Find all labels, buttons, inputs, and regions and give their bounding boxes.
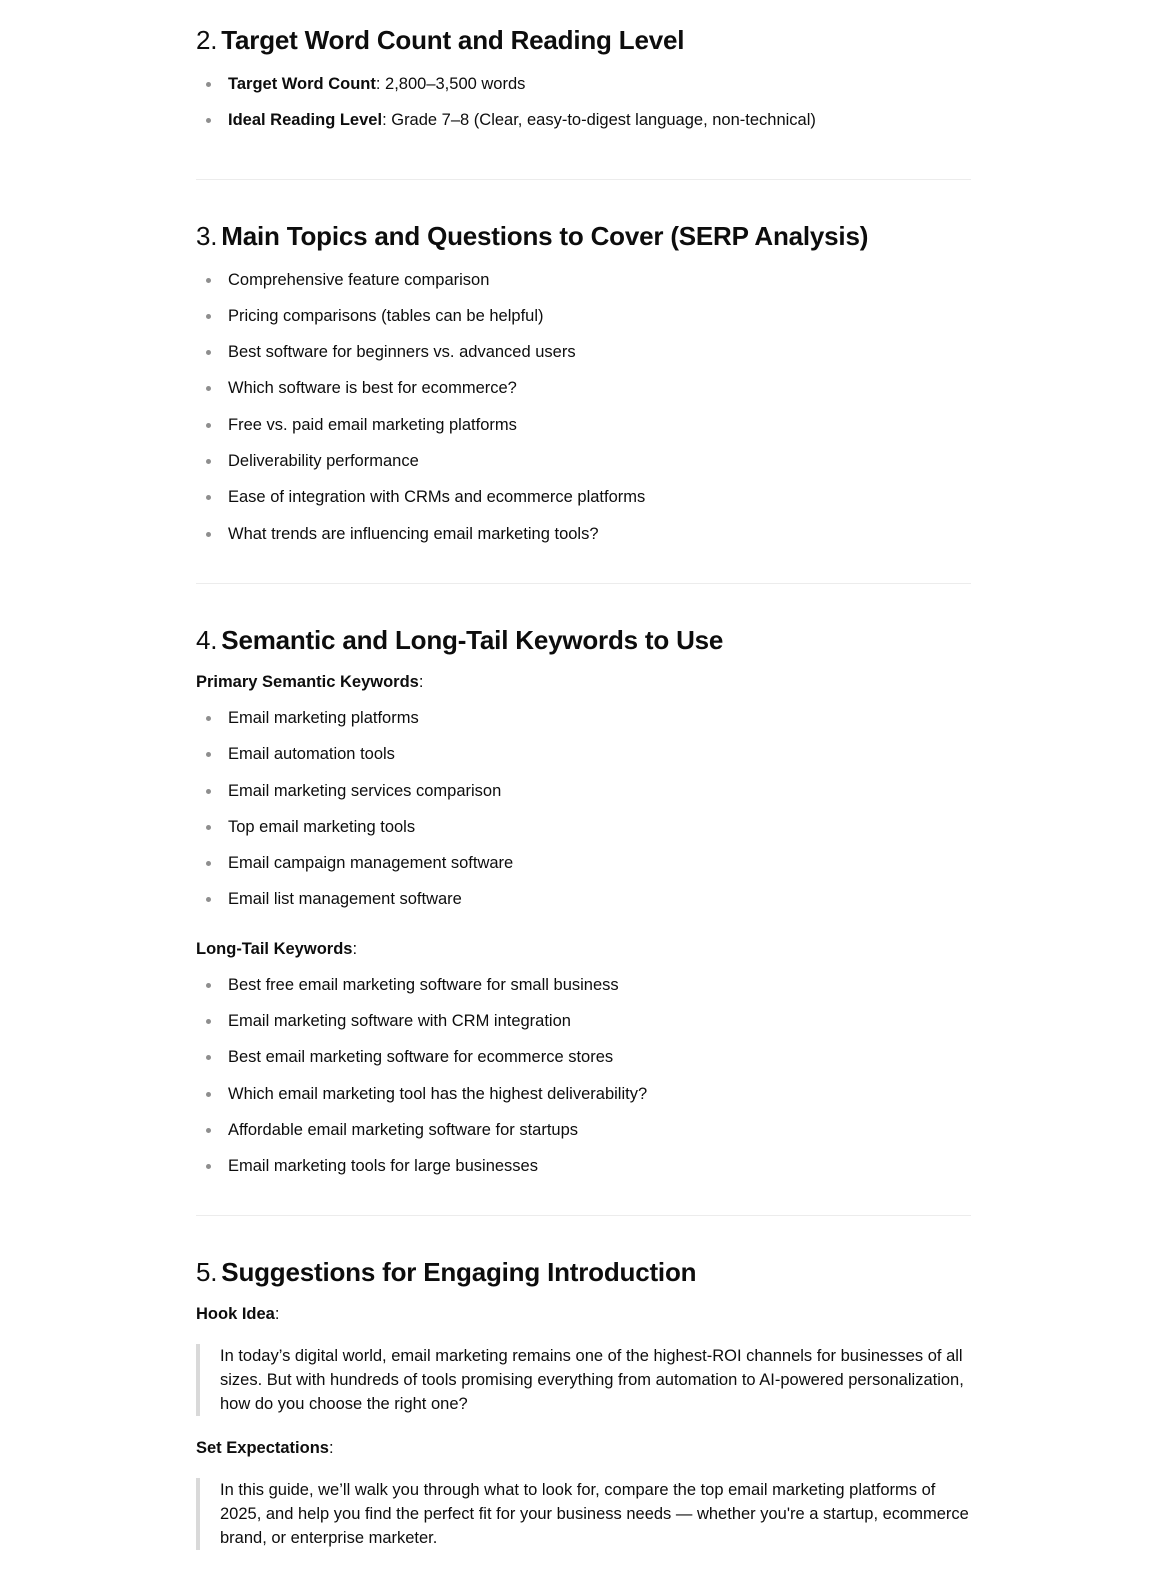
section-number: 5. xyxy=(196,1256,218,1287)
list-item: Comprehensive feature comparison xyxy=(196,262,971,298)
section-number: 2. xyxy=(196,25,218,55)
label-text: Primary Semantic Keywords xyxy=(196,672,419,691)
label-colon: : xyxy=(274,1304,280,1323)
list-item: Pricing comparisons (tables can be helpful) xyxy=(196,298,971,334)
section-title: Semantic and Long-Tail Keywords to Use xyxy=(221,624,724,655)
label-colon: : xyxy=(352,939,358,958)
list-item: Affordable email marketing software for startups xyxy=(196,1112,971,1148)
label-text: Long-Tail Keywords xyxy=(196,939,353,958)
divider xyxy=(196,179,971,180)
section-3-heading xyxy=(196,218,971,254)
list-item: Which software is best for ecommerce? xyxy=(196,370,971,406)
item-text: : 2,800–3,500 words xyxy=(375,75,526,93)
list-item: Email automation tools xyxy=(196,736,971,772)
section-2-heading xyxy=(196,22,971,58)
label-colon: : xyxy=(328,1438,334,1457)
list-item: Email marketing platforms xyxy=(196,700,971,736)
list-item xyxy=(196,102,971,138)
section-2-list xyxy=(196,66,971,139)
item-label: Ideal Reading Level xyxy=(228,111,383,130)
list-item: Email marketing services comparison xyxy=(196,773,971,809)
list-item: Which email marketing tool has the highest deliverability? xyxy=(196,1076,971,1112)
section-4-heading xyxy=(196,622,971,658)
section-title: Target Word Count and Reading Level xyxy=(221,25,685,55)
section-number: 3. xyxy=(196,220,218,251)
list-item: Best software for beginners vs. advanced users xyxy=(196,334,971,370)
longtail-keywords-label xyxy=(196,937,971,961)
section-title: Suggestions for Engaging Introduction xyxy=(221,1256,697,1287)
list-item: Email list management software xyxy=(196,881,971,917)
label-text: Set Expectations xyxy=(196,1438,329,1457)
list-item: What trends are influencing email marketing tools? xyxy=(196,516,971,552)
section-number: 4. xyxy=(196,624,218,655)
document xyxy=(196,0,971,1550)
set-expectations-quote: In this guide, we’ll walk you through what to look for, compare the top email marketing platforms of 2025, and help you find the perfect fit for your business needs — whether you're a startup, ecommerce brand, or enterprise marketer. xyxy=(196,1478,975,1550)
divider xyxy=(196,583,971,584)
list-item: Top email marketing tools xyxy=(196,809,971,845)
list-item: Email marketing software with CRM integration xyxy=(196,1003,971,1039)
section-3-list xyxy=(196,262,971,552)
list-item xyxy=(196,66,971,102)
item-label: Target Word Count xyxy=(228,75,376,93)
primary-keywords-label xyxy=(196,670,971,694)
list-item: Email marketing tools for large businesses xyxy=(196,1148,971,1184)
primary-keywords-list xyxy=(196,700,971,918)
list-item: Best free email marketing software for small business xyxy=(196,967,971,1003)
hook-idea-label xyxy=(196,1302,971,1326)
divider xyxy=(196,1215,971,1216)
list-item: Free vs. paid email marketing platforms xyxy=(196,407,971,443)
list-item: Email campaign management software xyxy=(196,845,971,881)
list-item: Best email marketing software for ecommerce stores xyxy=(196,1039,971,1075)
list-item: Deliverability performance xyxy=(196,443,971,479)
list-item: Ease of integration with CRMs and ecommerce platforms xyxy=(196,479,971,515)
set-expectations-label xyxy=(196,1436,971,1460)
hook-idea-quote: In today’s digital world, email marketing remains one of the highest-ROI channels for businesses of all sizes. But with hundreds of tools promising everything from automation to AI-powered personalization, how do you choose the right one? xyxy=(196,1344,975,1416)
label-text: Hook Idea xyxy=(196,1304,275,1323)
section-title: Main Topics and Questions to Cover (SERP Analysis) xyxy=(221,220,869,251)
item-text: : Grade 7–8 (Clear, easy-to-digest language, non-technical) xyxy=(382,111,816,130)
longtail-keywords-list xyxy=(196,967,971,1185)
label-colon: : xyxy=(418,672,424,691)
section-5-heading xyxy=(196,1254,971,1290)
